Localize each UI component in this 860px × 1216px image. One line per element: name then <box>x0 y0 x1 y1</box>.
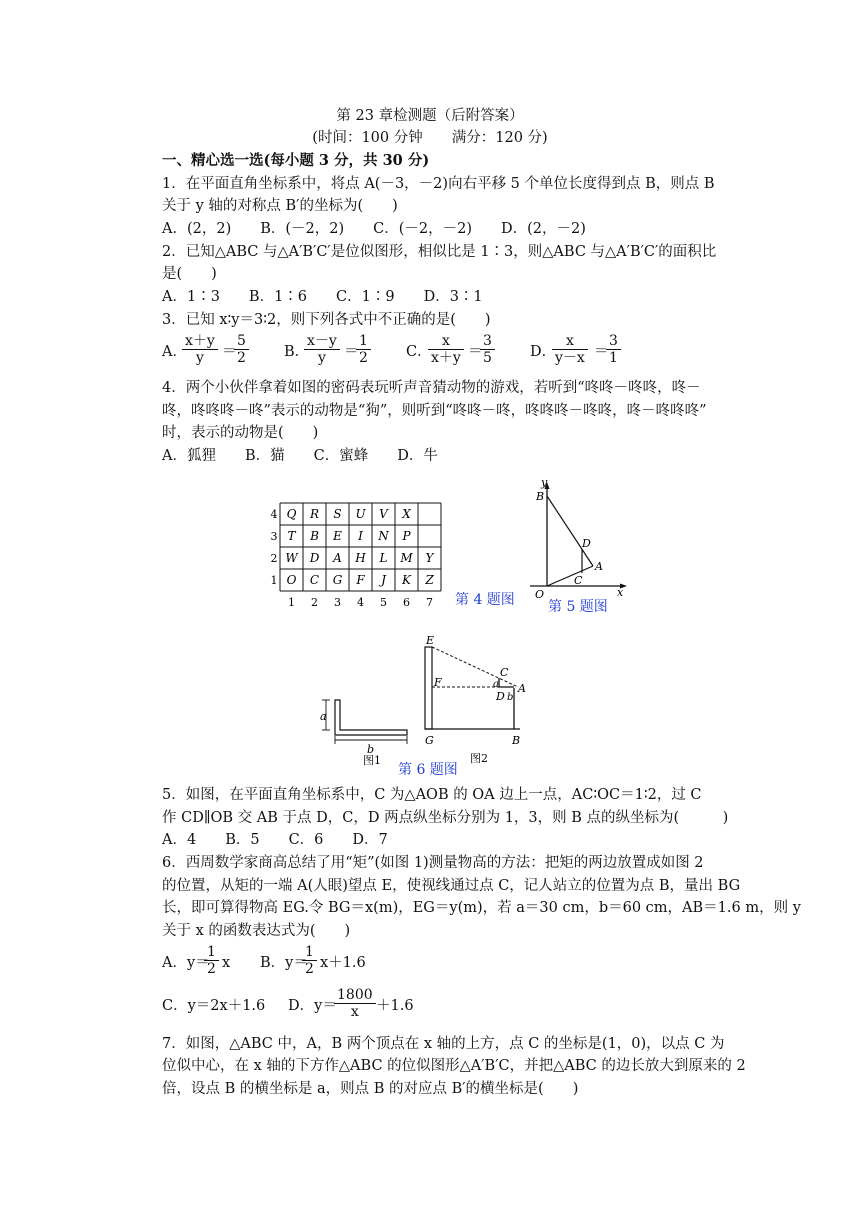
q6-option-b-fraction <box>302 944 317 977</box>
denominator: y <box>195 350 204 366</box>
fig5-caption: 第 5 题图 <box>548 599 608 615</box>
denominator: x＋y <box>431 350 461 366</box>
q6-option-d-fraction <box>334 987 376 1020</box>
grid-cell-letter: A <box>333 551 342 565</box>
q7-line3: 倍，设点 B 的横坐标是 a，则点 B 的对应点 B′的横坐标是( ) <box>162 1081 579 1097</box>
q6-line3: 长，即可算得物高 EG.令 BG＝x(m)，EG＝y(m)，若 a＝30 cm，b＝60 cm，AB＝1.6 m，则 y <box>162 900 801 916</box>
fig2-label: 图2 <box>470 752 488 765</box>
label-b: B <box>536 490 545 503</box>
fig6-carpenter-square-diagram <box>315 630 540 767</box>
denominator: 1 <box>609 350 618 366</box>
q7-line2: 位似中心，在 x 轴的下方作△ABC 的位似图形△A′B′C，并把△ABC 的边长放大到原来的 2 <box>162 1058 746 1074</box>
page-title: 第 23 章检测题（后附答案） <box>336 108 524 124</box>
grid-cell-letter: R <box>309 507 320 521</box>
q3-option-a-result <box>234 333 249 366</box>
grid-cell-letter: E <box>333 529 342 543</box>
grid-cell-letter: O <box>286 573 297 587</box>
label-b-fig2: b <box>507 692 514 703</box>
q3-option-b-result <box>356 333 371 366</box>
q3-option-b-label: B． <box>284 344 310 360</box>
grid-cell-letter: C <box>309 573 320 587</box>
q6-line2: 的位置，从矩的一端 A(人眼)望点 E，使视线通过点 C，记人站立的位置为点 B，量出 BG <box>162 878 741 894</box>
denominator: 2 <box>237 350 246 366</box>
q6-line4: 关于 x 的函数表达式为( ) <box>162 923 351 939</box>
q5-line1: 5．如图，在平面直角坐标系中，C 为△AOB 的 OA 边上一点，AC∶OC＝1∶2，过 C <box>162 787 702 803</box>
grid-cell-letter: P <box>402 529 411 543</box>
q3-option-d-label: D． <box>530 344 557 360</box>
label-a-fig2: a <box>493 679 499 690</box>
grid-col-label: 5 <box>380 596 387 609</box>
fig1-label: 图1 <box>363 754 381 767</box>
label-o: O <box>535 588 545 601</box>
q6-option-d-label: D．y＝ <box>288 998 337 1014</box>
numerator: 3 <box>480 333 495 350</box>
q3-option-c-result <box>480 333 495 366</box>
q4-line3: 时，表示的动物是( ) <box>162 425 319 441</box>
grid-cell-letter: W <box>285 551 298 565</box>
label-e: E <box>426 634 435 647</box>
denominator: y－x <box>555 350 585 366</box>
grid-cell-letter: Y <box>425 551 434 565</box>
q6-option-b-label: B．y＝ <box>260 955 308 971</box>
q6-option-a-fraction <box>204 944 219 977</box>
grid-row-label: 3 <box>270 530 278 543</box>
square-shape-1 <box>335 700 407 735</box>
numerator: 1 <box>356 333 371 350</box>
q5-line2: 作 CD∥OB 交 AB 于点 D，C，D 两点纵坐标分别为 1，3，则 B 点的纵坐标为( ) <box>162 810 729 826</box>
denominator: 2 <box>207 961 216 977</box>
label-f: F <box>434 676 442 689</box>
q3-option-d-eq: ＝ <box>594 344 609 360</box>
grid-cell-letter: I <box>358 529 363 543</box>
q4-line2: 咚，咚咚咚－咚”表示的动物是“狗”，则听到“咚咚－咚，咚咚咚－咚咚，咚－咚咚咚” <box>162 403 707 419</box>
q3-option-d-result <box>606 333 621 366</box>
q3-option-c-eq: ＝ <box>468 344 483 360</box>
page-subtitle: (时间：100 分钟 满分：120 分) <box>312 130 548 146</box>
denominator: 5 <box>483 350 492 366</box>
label-c: C <box>500 666 509 679</box>
label-a-point: A <box>518 682 526 695</box>
q3-option-c-fraction <box>428 333 464 366</box>
grid-row-label: 1 <box>270 574 278 587</box>
q2-line2: 是( ) <box>162 266 217 282</box>
grid-cell-letter: B <box>310 529 319 543</box>
grid-cell-letter: T <box>287 529 296 543</box>
grid-cell-letter: X <box>402 507 411 521</box>
label-y: y <box>541 476 548 489</box>
label-b-fig1: b <box>367 743 375 756</box>
q6-option-a-tail: x <box>222 955 231 971</box>
label-x: x <box>617 586 624 599</box>
q3-option-a-fraction <box>182 333 218 366</box>
label-b-point: B <box>512 734 521 747</box>
numerator: 1800 <box>334 987 376 1004</box>
q1-line2: 关于 y 轴的对称点 B′的坐标为( ) <box>162 198 398 214</box>
numerator: x＋y <box>182 333 218 350</box>
q5-options: A．4 B．5 C．6 D．7 <box>162 832 388 848</box>
grid-cell-letter: F <box>356 573 365 587</box>
grid-col-label: 1 <box>288 596 295 609</box>
label-g: G <box>425 734 434 747</box>
grid-cell-letter: U <box>355 507 366 521</box>
label-d: D <box>582 537 591 550</box>
grid-cell-letter: Q <box>286 507 297 521</box>
numerator: 1 <box>302 944 317 961</box>
q3-line1: 3．已知 x∶y＝3∶2，则下列各式中不正确的是( ) <box>162 312 491 328</box>
grid-cell-letter: D <box>309 551 320 565</box>
q1-options: A．(2，2) B．(－2，2) C．(－2，－2) D．(2，－2) <box>162 221 586 237</box>
q6-option-d-tail: ＋1.6 <box>376 998 414 1014</box>
label-c: C <box>574 574 583 587</box>
q3-option-b-fraction <box>304 333 340 366</box>
numerator: 1 <box>204 944 219 961</box>
grid-cell-letter: L <box>379 551 388 565</box>
segment-oa <box>547 566 593 586</box>
segment-ba <box>547 496 593 566</box>
pole-eg <box>425 647 432 729</box>
q3-option-c-label: C． <box>406 344 432 360</box>
q3-option-a-label: A． <box>162 344 187 360</box>
grid-cell-letter: Z <box>425 573 434 587</box>
numerator: 5 <box>234 333 249 350</box>
q6-option-c: C．y＝2x＋1.6 <box>162 998 266 1014</box>
q2-line1: 2．已知△ABC 与△A′B′C′是位似图形，相似比是 1∶3，则△ABC 与△A′B′C′的面积比 <box>162 244 717 260</box>
grid-cell-letter: N <box>378 529 389 543</box>
denominator: 2 <box>359 350 368 366</box>
grid-col-label: 7 <box>426 596 433 609</box>
grid-row-label: 2 <box>270 552 278 565</box>
fig6-caption: 第 6 题图 <box>398 762 458 778</box>
grid-cell-letter: S <box>333 507 342 521</box>
q6-option-a-label: A．y＝ <box>162 955 210 971</box>
grid-row-label: 4 <box>270 508 278 521</box>
q6-line1: 6．西周数学家商高总结了用“矩”(如图 1)测量物高的方法：把矩的两边放置成如图 2 <box>162 855 704 871</box>
denominator: y <box>317 350 326 366</box>
grid-col-label: 4 <box>357 596 364 609</box>
section-heading: 一、精心选一选(每小题 3 分，共 30 分) <box>162 152 430 169</box>
grid-cell-letter: M <box>400 551 413 565</box>
label-a: A <box>595 560 603 573</box>
fig4-caption: 第 4 题图 <box>455 592 515 608</box>
grid-col-label: 3 <box>334 596 341 609</box>
numerator: x <box>428 333 464 350</box>
grid-cell-letter: H <box>355 551 366 565</box>
numerator: x－y <box>304 333 340 350</box>
q3-option-b-eq: ＝ <box>344 344 359 360</box>
label-a-fig1: a <box>320 710 327 723</box>
q3-option-a-eq: ＝ <box>222 344 237 360</box>
numerator: 3 <box>606 333 621 350</box>
q3-option-d-fraction <box>552 333 588 366</box>
denominator: 2 <box>305 961 314 977</box>
grid-col-label: 2 <box>311 596 318 609</box>
grid-cell-letter: V <box>379 507 388 521</box>
label-d: D <box>496 690 505 703</box>
q4-line1: 4．两个小伙伴拿着如图的密码表玩听声音猜动物的游戏，若听到“咚咚－咚咚，咚－ <box>162 380 701 396</box>
numerator: x <box>552 333 588 350</box>
grid-cell-letter: G <box>332 573 343 587</box>
grid-col-label: 6 <box>403 596 410 609</box>
q6-option-b-tail: x＋1.6 <box>320 955 366 971</box>
grid-cell-letter: K <box>402 573 411 587</box>
q2-options: A．1∶3 B．1∶6 C．1∶9 D．3∶1 <box>162 289 483 305</box>
q1-line1: 1．在平面直角坐标系中，将点 A(－3，－2)向右平移 5 个单位长度得到点 B，则点 B <box>162 176 715 192</box>
fig5-coordinate-diagram <box>525 476 635 612</box>
q7-line1: 7．如图，△ABC 中，A，B 两个顶点在 x 轴的上方，点 C 的坐标是(1，0)，以点 C 为 <box>162 1036 725 1052</box>
q4-options: A．狐狸 B．猫 C．蜜蜂 D．牛 <box>162 448 438 464</box>
password-grid-figure <box>260 495 450 610</box>
denominator: x <box>350 1004 359 1020</box>
grid-cell-letter: J <box>381 573 386 587</box>
